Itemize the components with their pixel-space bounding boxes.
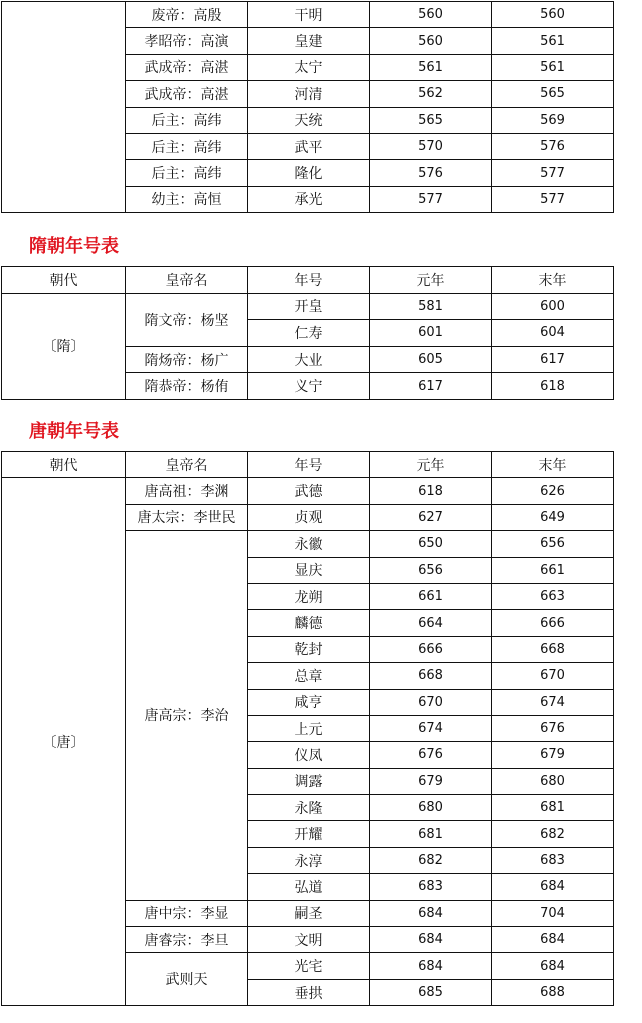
start-year-cell: 577 bbox=[370, 186, 492, 212]
end-year-cell: 600 bbox=[492, 293, 614, 320]
end-year-header: 末年 bbox=[492, 452, 614, 478]
start-year-cell: 661 bbox=[370, 583, 492, 609]
start-year-cell: 684 bbox=[370, 900, 492, 926]
end-year-cell: 617 bbox=[492, 346, 614, 373]
start-year-cell: 581 bbox=[370, 293, 492, 320]
start-year-cell: 670 bbox=[370, 689, 492, 715]
emperor-cell: 隋文帝：杨坚 bbox=[126, 293, 248, 346]
dynasty-cell: 〔隋〕 bbox=[2, 293, 126, 399]
start-year-cell: 560 bbox=[370, 28, 492, 54]
era-header: 年号 bbox=[248, 267, 370, 294]
start-year-cell: 656 bbox=[370, 557, 492, 583]
end-year-cell: 663 bbox=[492, 583, 614, 609]
table-header-row bbox=[2, 267, 614, 294]
era-name-cell: 永隆 bbox=[248, 795, 370, 821]
start-year-cell: 576 bbox=[370, 160, 492, 186]
end-year-cell: 577 bbox=[492, 160, 614, 186]
end-year-cell: 681 bbox=[492, 795, 614, 821]
era-name-cell: 义宁 bbox=[248, 373, 370, 400]
emperor-cell: 武成帝：高湛 bbox=[126, 81, 248, 107]
end-year-cell: 684 bbox=[492, 927, 614, 953]
start-year-cell: 570 bbox=[370, 133, 492, 159]
era-name-cell: 武德 bbox=[248, 478, 370, 504]
era-name-cell: 太宁 bbox=[248, 54, 370, 80]
start-year-cell: 682 bbox=[370, 847, 492, 873]
sui-era-table bbox=[1, 266, 614, 400]
end-year-cell: 576 bbox=[492, 133, 614, 159]
end-year-cell: 704 bbox=[492, 900, 614, 926]
dynasty-cell bbox=[2, 2, 126, 213]
emperor-cell: 幼主：高恒 bbox=[126, 186, 248, 212]
start-year-cell: 562 bbox=[370, 81, 492, 107]
end-year-cell: 649 bbox=[492, 504, 614, 530]
start-year-header: 元年 bbox=[370, 267, 492, 294]
start-year-cell: 680 bbox=[370, 795, 492, 821]
end-year-cell: 684 bbox=[492, 874, 614, 900]
end-year-cell: 604 bbox=[492, 320, 614, 347]
start-year-cell: 601 bbox=[370, 320, 492, 347]
start-year-cell: 683 bbox=[370, 874, 492, 900]
end-year-cell: 680 bbox=[492, 768, 614, 794]
emperor-cell: 唐太宗：李世民 bbox=[126, 504, 248, 530]
end-year-cell: 674 bbox=[492, 689, 614, 715]
era-name-cell: 仪凤 bbox=[248, 742, 370, 768]
start-year-cell: 664 bbox=[370, 610, 492, 636]
era-name-cell: 大业 bbox=[248, 346, 370, 373]
emperor-cell: 唐睿宗：李旦 bbox=[126, 927, 248, 953]
end-year-cell: 684 bbox=[492, 953, 614, 979]
end-year-cell: 560 bbox=[492, 2, 614, 28]
era-name-cell: 承光 bbox=[248, 186, 370, 212]
table-row bbox=[2, 478, 614, 504]
emperor-cell: 唐高祖：李渊 bbox=[126, 478, 248, 504]
end-year-cell: 683 bbox=[492, 847, 614, 873]
era-name-cell: 河清 bbox=[248, 81, 370, 107]
end-year-cell: 688 bbox=[492, 979, 614, 1005]
start-year-cell: 627 bbox=[370, 504, 492, 530]
era-name-cell: 乾封 bbox=[248, 636, 370, 662]
emperor-cell: 唐中宗：李显 bbox=[126, 900, 248, 926]
era-name-cell: 皇建 bbox=[248, 28, 370, 54]
start-year-cell: 684 bbox=[370, 927, 492, 953]
sui-section-title: 隋朝年号表 bbox=[29, 236, 119, 257]
start-year-header: 元年 bbox=[370, 452, 492, 478]
emperor-cell: 武成帝：高湛 bbox=[126, 54, 248, 80]
tang-era-table bbox=[1, 451, 614, 1006]
end-year-cell: 626 bbox=[492, 478, 614, 504]
era-name-cell: 光宅 bbox=[248, 953, 370, 979]
era-header: 年号 bbox=[248, 452, 370, 478]
end-year-cell: 682 bbox=[492, 821, 614, 847]
era-name-cell: 显庆 bbox=[248, 557, 370, 583]
emperor-cell: 隋恭帝：杨侑 bbox=[126, 373, 248, 400]
emperor-cell: 孝昭帝：高演 bbox=[126, 28, 248, 54]
dynasty-cell: 〔唐〕 bbox=[2, 478, 126, 1006]
start-year-cell: 685 bbox=[370, 979, 492, 1005]
top-table-body bbox=[2, 2, 614, 213]
start-year-cell: 684 bbox=[370, 953, 492, 979]
end-year-cell: 670 bbox=[492, 663, 614, 689]
tang-table-body bbox=[2, 452, 614, 1006]
era-name-cell: 永徽 bbox=[248, 531, 370, 557]
end-year-cell: 561 bbox=[492, 54, 614, 80]
table-row bbox=[2, 2, 614, 28]
era-name-cell: 麟德 bbox=[248, 610, 370, 636]
end-year-header: 末年 bbox=[492, 267, 614, 294]
dynasty-header: 朝代 bbox=[2, 452, 126, 478]
start-year-cell: 617 bbox=[370, 373, 492, 400]
era-name-cell: 龙朔 bbox=[248, 583, 370, 609]
era-name-cell: 弘道 bbox=[248, 874, 370, 900]
end-year-cell: 679 bbox=[492, 742, 614, 768]
end-year-cell: 565 bbox=[492, 81, 614, 107]
end-year-cell: 569 bbox=[492, 107, 614, 133]
end-year-cell: 656 bbox=[492, 531, 614, 557]
era-name-cell: 仁寿 bbox=[248, 320, 370, 347]
era-name-cell: 贞观 bbox=[248, 504, 370, 530]
era-name-cell: 调露 bbox=[248, 768, 370, 794]
end-year-cell: 668 bbox=[492, 636, 614, 662]
table-row bbox=[2, 293, 614, 320]
dynasty-header: 朝代 bbox=[2, 267, 126, 294]
northern-qi-era-table bbox=[1, 1, 614, 213]
start-year-cell: 676 bbox=[370, 742, 492, 768]
emperor-header: 皇帝名 bbox=[126, 267, 248, 294]
start-year-cell: 561 bbox=[370, 54, 492, 80]
era-name-cell: 天统 bbox=[248, 107, 370, 133]
start-year-cell: 650 bbox=[370, 531, 492, 557]
start-year-cell: 605 bbox=[370, 346, 492, 373]
start-year-cell: 560 bbox=[370, 2, 492, 28]
end-year-cell: 577 bbox=[492, 186, 614, 212]
emperor-cell: 废帝：高殷 bbox=[126, 2, 248, 28]
sui-table-body bbox=[2, 267, 614, 400]
era-name-cell: 嗣圣 bbox=[248, 900, 370, 926]
era-name-cell: 武平 bbox=[248, 133, 370, 159]
era-name-cell: 开皇 bbox=[248, 293, 370, 320]
era-name-cell: 咸亨 bbox=[248, 689, 370, 715]
start-year-cell: 679 bbox=[370, 768, 492, 794]
era-name-cell: 干明 bbox=[248, 2, 370, 28]
era-name-cell: 开耀 bbox=[248, 821, 370, 847]
emperor-cell: 后主：高纬 bbox=[126, 160, 248, 186]
start-year-cell: 618 bbox=[370, 478, 492, 504]
era-name-cell: 永淳 bbox=[248, 847, 370, 873]
table-header-row bbox=[2, 452, 614, 478]
end-year-cell: 561 bbox=[492, 28, 614, 54]
end-year-cell: 676 bbox=[492, 715, 614, 741]
era-name-cell: 总章 bbox=[248, 663, 370, 689]
emperor-cell: 武则天 bbox=[126, 953, 248, 1006]
end-year-cell: 618 bbox=[492, 373, 614, 400]
start-year-cell: 565 bbox=[370, 107, 492, 133]
start-year-cell: 674 bbox=[370, 715, 492, 741]
era-name-cell: 上元 bbox=[248, 715, 370, 741]
emperor-cell: 隋炀帝：杨广 bbox=[126, 346, 248, 373]
era-name-cell: 文明 bbox=[248, 927, 370, 953]
emperor-cell: 后主：高纬 bbox=[126, 133, 248, 159]
emperor-header: 皇帝名 bbox=[126, 452, 248, 478]
era-name-cell: 隆化 bbox=[248, 160, 370, 186]
start-year-cell: 668 bbox=[370, 663, 492, 689]
emperor-cell: 唐高宗：李治 bbox=[126, 531, 248, 900]
start-year-cell: 666 bbox=[370, 636, 492, 662]
end-year-cell: 661 bbox=[492, 557, 614, 583]
start-year-cell: 681 bbox=[370, 821, 492, 847]
emperor-cell: 后主：高纬 bbox=[126, 107, 248, 133]
end-year-cell: 666 bbox=[492, 610, 614, 636]
era-name-cell: 垂拱 bbox=[248, 979, 370, 1005]
tang-section-title: 唐朝年号表 bbox=[29, 421, 119, 442]
